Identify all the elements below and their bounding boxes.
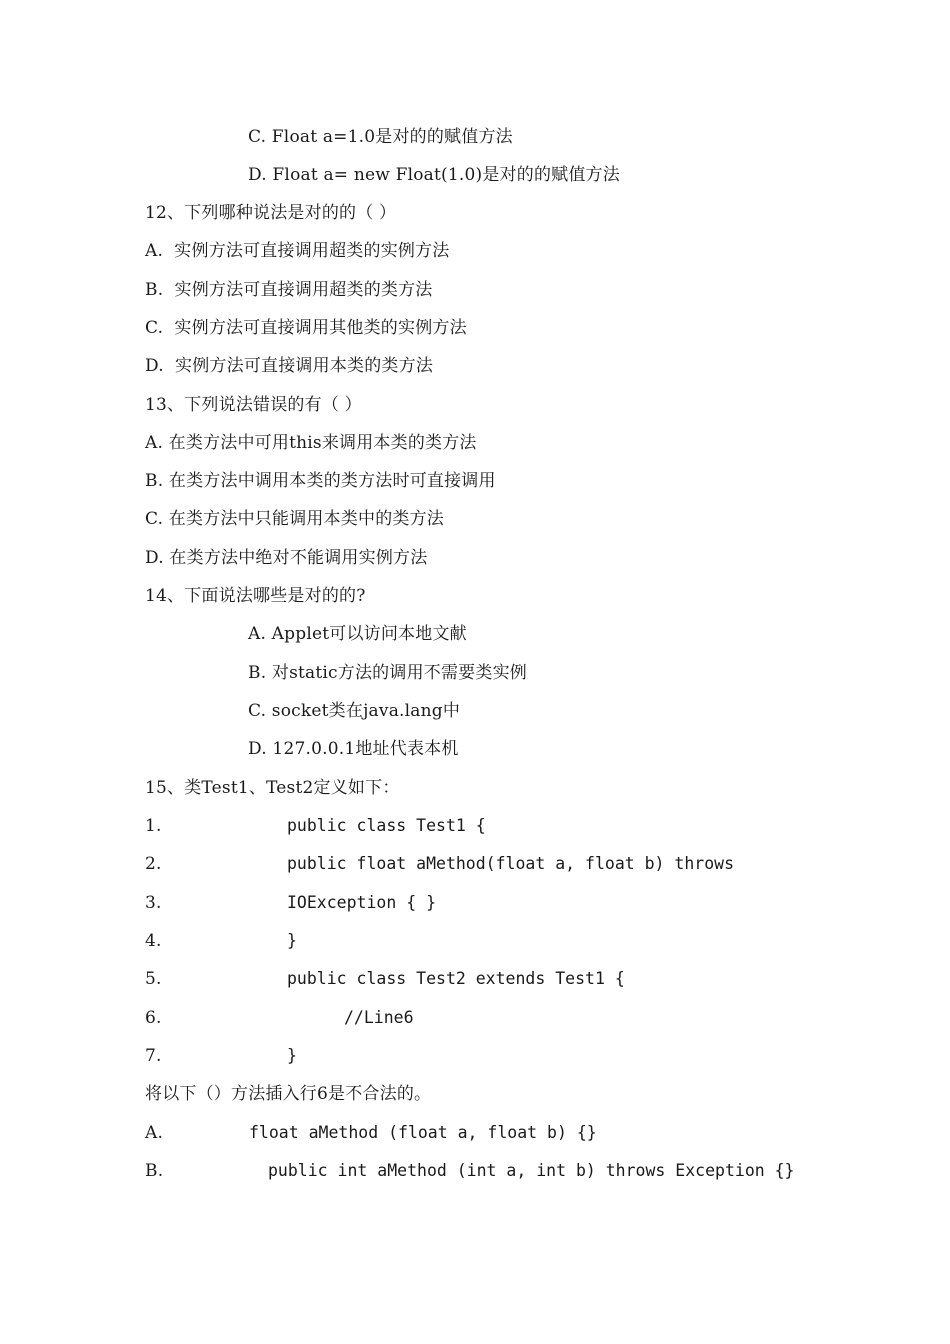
q12-option-b: B. 实例方法可直接调用超类的类方法 bbox=[145, 280, 433, 300]
q14-option-b: B. 对static方法的调用不需要类实例 bbox=[248, 663, 527, 683]
q13-option-b: B. 在类方法中调用本类的类方法时可直接调用 bbox=[145, 471, 496, 491]
code-line-number: 7. bbox=[145, 1046, 162, 1066]
code-line: } bbox=[287, 1046, 297, 1065]
code-line-number: 3. bbox=[145, 893, 162, 913]
code-line-number: 6. bbox=[145, 1008, 162, 1028]
code-line: } bbox=[287, 931, 297, 950]
code-line: public class Test1 { bbox=[287, 816, 486, 835]
q13-option-d: D. 在类方法中绝对不能调用实例方法 bbox=[145, 548, 428, 568]
q15-prompt: 将以下（）方法插入行6是不合法的。 bbox=[145, 1084, 432, 1104]
q14-question: 14、下面说法哪些是对的的? bbox=[145, 586, 366, 606]
q12-option-d: D. 实例方法可直接调用本类的类方法 bbox=[145, 356, 434, 376]
q11-option-c: C. Float a=1.0是对的的赋值方法 bbox=[248, 127, 513, 147]
q12-question: 12、下列哪种说法是对的的（ ） bbox=[145, 203, 397, 223]
code-line-number: 1. bbox=[145, 816, 162, 836]
code-line: //Line6 bbox=[344, 1008, 414, 1027]
q15-option-a-label: A. bbox=[145, 1123, 164, 1143]
q13-question: 13、下列说法错误的有（ ） bbox=[145, 395, 362, 415]
code-line: IOException { } bbox=[287, 893, 437, 912]
q13-option-a: A. 在类方法中可用this来调用本类的类方法 bbox=[145, 433, 477, 453]
q14-option-c: C. socket类在java.lang中 bbox=[248, 701, 461, 721]
q13-option-c: C. 在类方法中只能调用本类中的类方法 bbox=[145, 509, 445, 529]
code-line-number: 5. bbox=[145, 969, 162, 989]
q12-option-a: A. 实例方法可直接调用超类的实例方法 bbox=[145, 241, 450, 261]
code-line-number: 2. bbox=[145, 854, 162, 874]
q14-option-a: A. Applet可以访问本地文献 bbox=[248, 624, 467, 644]
q15-option-b-label: B. bbox=[145, 1161, 164, 1181]
q15-option-a-code: float aMethod (float a, float b) {} bbox=[249, 1123, 597, 1142]
q12-option-c: C. 实例方法可直接调用其他类的实例方法 bbox=[145, 318, 467, 338]
code-line: public float aMethod(float a, float b) throws bbox=[287, 854, 735, 873]
q15-question: 15、类Test1、Test2定义如下： bbox=[145, 778, 400, 798]
code-line: public class Test2 extends Test1 { bbox=[287, 969, 625, 988]
q14-option-d: D. 127.0.0.1地址代表本机 bbox=[248, 739, 459, 759]
q11-option-d: D. Float a= new Float(1.0)是对的的赋值方法 bbox=[248, 165, 620, 185]
q15-option-b-code: public int aMethod (int a, int b) throws Exception {} bbox=[268, 1161, 795, 1180]
code-line-number: 4. bbox=[145, 931, 162, 951]
